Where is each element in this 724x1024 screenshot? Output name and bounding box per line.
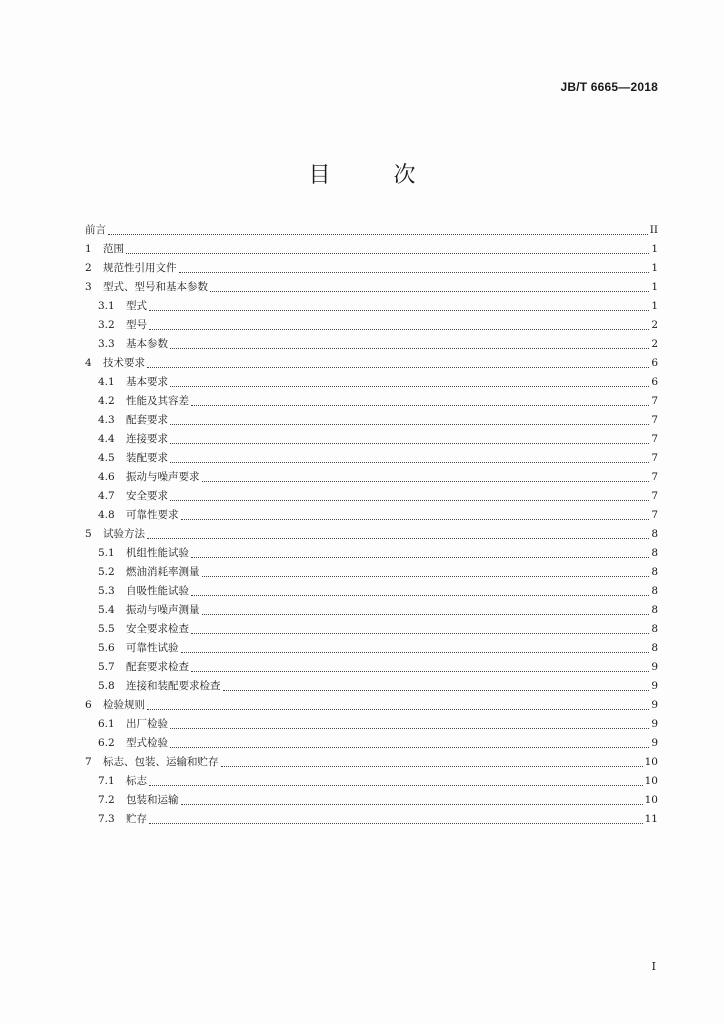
toc-entry-page: 8 [651,604,658,616]
toc-entry-label: 燃油消耗率测量 [126,566,200,578]
toc-entry-label: 试验方法 [103,528,145,540]
toc-entry[interactable] [85,753,658,772]
toc-entry-label: 安全要求 [126,490,168,502]
toc-entry-page: 1 [651,243,658,255]
toc-entry-label: 出厂检验 [126,718,168,730]
dot-leader [170,385,649,387]
toc-entry-label: 基本要求 [126,376,168,388]
toc-entry-page: 11 [644,813,658,825]
dot-leader [191,670,649,672]
dot-leader [147,708,649,710]
toc-entry-label: 标志、包装、运输和贮存 [103,756,219,768]
toc-entry-page: 7 [651,509,658,521]
toc-entry-label: 可靠性要求 [126,509,179,521]
toc-entry-label: 范围 [103,243,124,255]
toc-entry-label: 包装和运输 [126,794,179,806]
toc-entry-label: 振动与噪声要求 [126,471,200,483]
toc-entry-label: 连接和装配要求检查 [126,680,221,692]
toc-entry[interactable] [85,335,658,354]
toc-entry-page: II [649,224,658,236]
toc-entry[interactable] [85,696,658,715]
toc-entry[interactable] [85,544,658,563]
toc-entry-number: 4.6 [98,471,115,483]
toc-entry-label: 型式 [126,300,147,312]
toc-entry-page: 1 [651,281,658,293]
toc-entry-label: 配套要求检查 [126,661,189,673]
toc-entry-number: 3.1 [98,300,115,312]
toc-entry-label: 基本参数 [126,338,168,350]
toc-entry-page: 7 [651,395,658,407]
toc-entry-number: 6.2 [98,737,115,749]
dot-leader [221,765,643,767]
toc-entry[interactable] [85,392,658,411]
toc-entry[interactable] [85,240,658,259]
toc-entry-label: 配套要求 [126,414,168,426]
dot-leader [149,309,649,311]
toc-entry-label: 型式、型号和基本参数 [103,281,208,293]
dot-leader [181,803,643,805]
toc-entry-page: 6 [651,357,658,369]
page-title: 目 次 [308,163,444,188]
toc-entry-page: 7 [651,471,658,483]
toc-entry[interactable] [85,639,658,658]
toc-entry-number: 4.3 [98,414,115,426]
toc-entry-number: 6 [85,699,92,711]
toc-entry-label: 自吸性能试验 [126,585,189,597]
toc-entry[interactable] [85,468,658,487]
dot-leader [181,518,650,520]
toc-entry-label: 规范性引用文件 [103,262,177,274]
toc-entry[interactable] [85,221,658,240]
dot-leader [170,423,649,425]
toc-entry-number: 7.3 [98,813,115,825]
toc-entry-number: 5 [85,528,92,540]
toc-entry[interactable] [85,354,658,373]
dot-leader [191,632,649,634]
toc-entry[interactable] [85,810,658,829]
dot-leader [202,575,650,577]
toc-entry-number: 6.1 [98,718,115,730]
toc-entry-page: 9 [651,699,658,711]
toc-entry-page: 10 [644,756,658,768]
toc-entry-page: 9 [651,718,658,730]
toc-entry[interactable] [85,772,658,791]
toc-entry[interactable] [85,791,658,810]
toc-entry-page: 7 [651,490,658,502]
dot-leader [179,271,650,273]
toc-entry[interactable] [85,506,658,525]
toc-entry-label: 连接要求 [126,433,168,445]
toc-entry-label: 装配要求 [126,452,168,464]
toc-entry-page: 8 [651,585,658,597]
dot-leader [191,556,649,558]
toc-entry-page: 6 [651,376,658,388]
dot-leader [108,233,648,235]
toc-entry[interactable] [85,430,658,449]
toc-entry[interactable] [85,715,658,734]
toc-entry-page: 8 [651,566,658,578]
toc-entry-page: 8 [651,642,658,654]
toc-entry-label: 型式检验 [126,737,168,749]
toc-entry-page: 9 [651,661,658,673]
toc-entry[interactable] [85,677,658,696]
toc-entry-number: 4.1 [98,376,115,388]
toc-entry-number: 4.7 [98,490,115,502]
toc-entry-number: 3.3 [98,338,115,350]
toc-entry[interactable] [85,563,658,582]
standard-code: JB/T 6665—2018 [560,80,658,94]
toc-entry-label: 标志 [126,775,147,787]
dot-leader [147,366,649,368]
dot-leader [170,442,649,444]
toc-entry[interactable] [85,582,658,601]
toc-entry[interactable] [85,316,658,335]
toc-entry[interactable] [85,278,658,297]
toc-entry[interactable] [85,734,658,753]
toc-entry-label: 型号 [126,319,147,331]
toc-entry-label: 前言 [85,224,106,236]
toc-entry[interactable] [85,373,658,392]
dot-leader [191,594,649,596]
toc-entry[interactable] [85,297,658,316]
dot-leader [170,461,649,463]
table-of-contents [85,221,658,829]
toc-entry-number: 7 [85,756,92,768]
toc-entry-page: 8 [651,528,658,540]
toc-entry-label: 振动与噪声测量 [126,604,200,616]
dot-leader [223,689,650,691]
toc-entry-page: 1 [651,262,658,274]
toc-entry-page: 2 [651,338,658,350]
dot-leader [191,404,649,406]
toc-entry-number: 7.2 [98,794,115,806]
toc-entry-page: 9 [651,737,658,749]
toc-entry-number: 5.8 [98,680,115,692]
dot-leader [170,727,649,729]
dot-leader [170,347,649,349]
toc-entry-number: 3 [85,281,92,293]
toc-entry-label: 贮存 [126,813,147,825]
toc-entry[interactable] [85,411,658,430]
toc-entry-page: 2 [651,319,658,331]
toc-entry-label: 机组性能试验 [126,547,189,559]
dot-leader [170,746,649,748]
toc-entry[interactable] [85,525,658,544]
toc-entry-page: 7 [651,433,658,445]
toc-entry-number: 4.5 [98,452,115,464]
toc-entry-number: 5.2 [98,566,115,578]
toc-entry-page: 1 [651,300,658,312]
toc-entry[interactable] [85,449,658,468]
dot-leader [147,537,649,539]
dot-leader [181,651,650,653]
toc-entry[interactable] [85,620,658,639]
page-number: I [651,960,656,973]
toc-entry-number: 5.6 [98,642,115,654]
dot-leader [170,499,649,501]
toc-entry-page: 8 [651,547,658,559]
toc-entry-number: 3.2 [98,319,115,331]
toc-entry-label: 可靠性试验 [126,642,179,654]
toc-entry-page: 8 [651,623,658,635]
toc-entry[interactable] [85,487,658,506]
toc-entry-page: 10 [644,794,658,806]
toc-entry-page: 10 [644,775,658,787]
toc-entry[interactable] [85,601,658,620]
toc-entry-number: 4 [85,357,92,369]
toc-entry-label: 技术要求 [103,357,145,369]
toc-entry-number: 2 [85,262,92,274]
dot-leader [149,328,649,330]
toc-entry-number: 5.4 [98,604,115,616]
dot-leader [202,480,650,482]
toc-entry-number: 5.7 [98,661,115,673]
toc-entry-number: 4.2 [98,395,115,407]
toc-entry-page: 9 [651,680,658,692]
toc-entry-number: 7.1 [98,775,115,787]
toc-entry-number: 1 [85,243,92,255]
dot-leader [149,822,643,824]
dot-leader [126,252,649,254]
toc-entry-number: 5.1 [98,547,115,559]
toc-entry-number: 5.5 [98,623,115,635]
toc-entry[interactable] [85,658,658,677]
dot-leader [202,613,650,615]
dot-leader [149,784,643,786]
toc-entry-label: 性能及其容差 [126,395,189,407]
toc-entry-label: 检验规则 [103,699,145,711]
toc-entry-number: 4.8 [98,509,115,521]
toc-entry-label: 安全要求检查 [126,623,189,635]
toc-entry-page: 7 [651,452,658,464]
toc-entry-number: 5.3 [98,585,115,597]
toc-entry[interactable] [85,259,658,278]
toc-entry-number: 4.4 [98,433,115,445]
toc-entry-page: 7 [651,414,658,426]
dot-leader [210,290,649,292]
